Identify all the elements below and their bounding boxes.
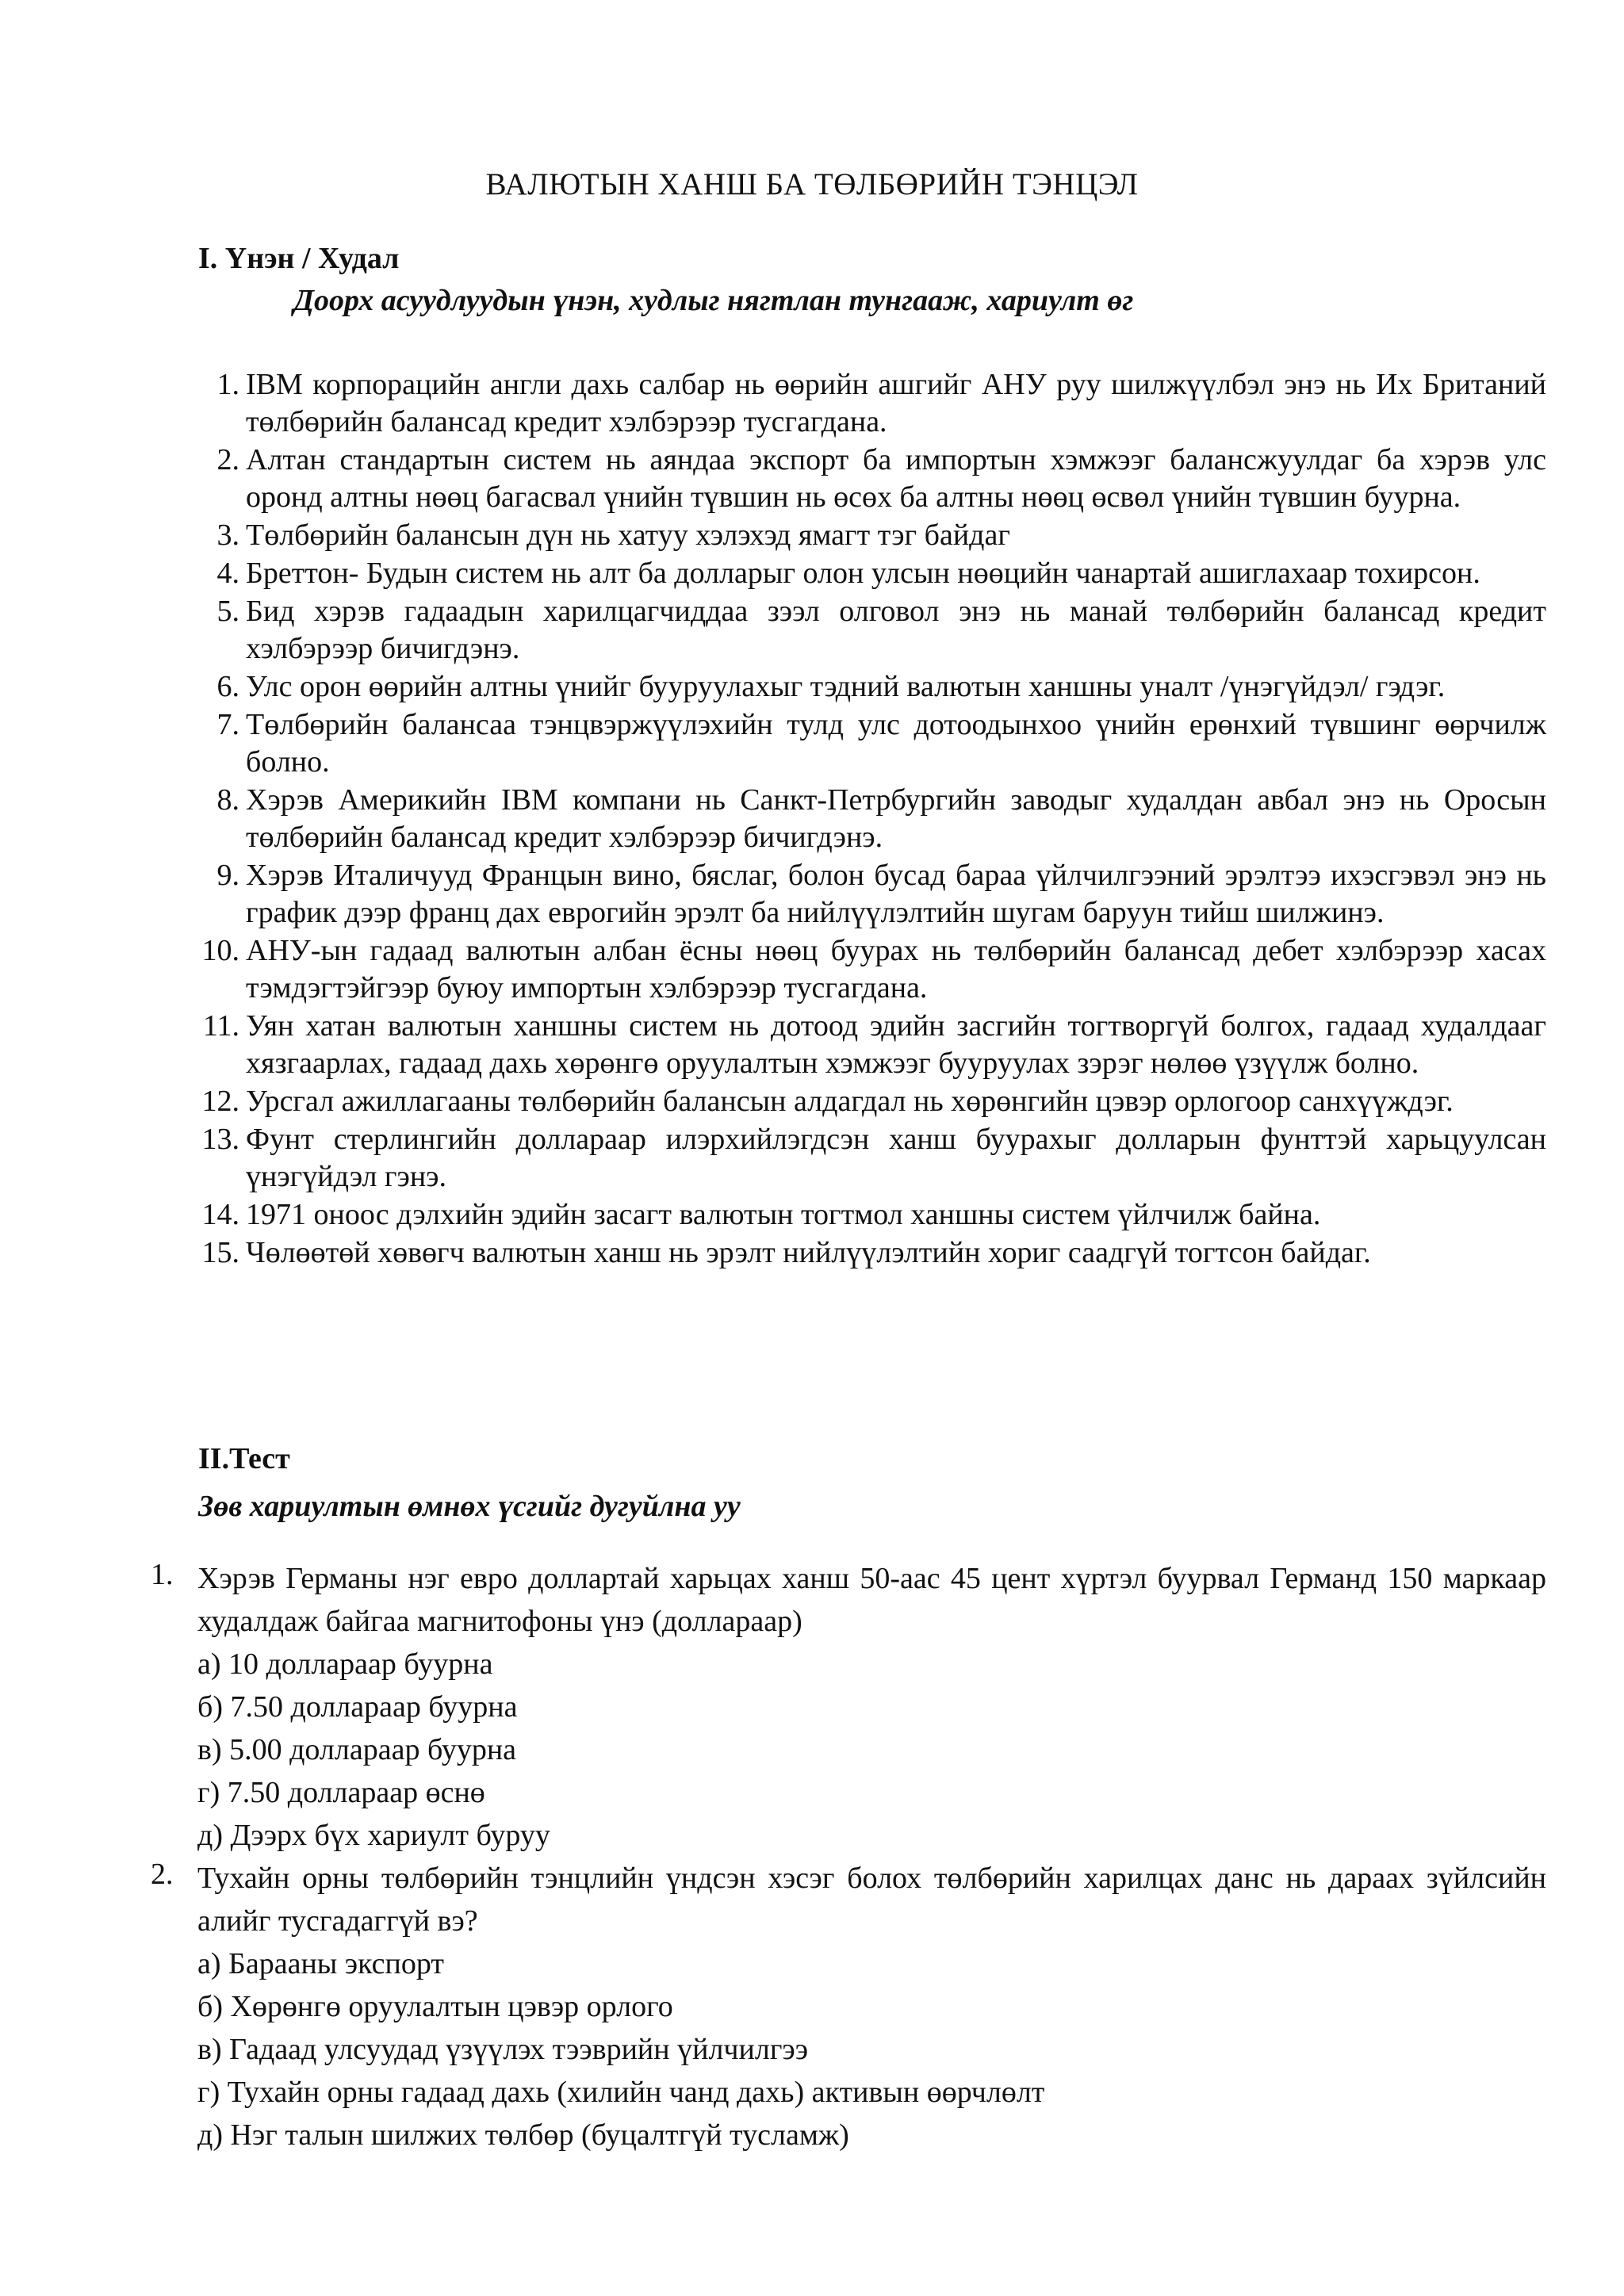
true-false-item	[198, 1196, 1546, 1234]
section-2-heading: II.Тест	[198, 1442, 290, 1475]
answer-option[interactable]: в) Гадаад улсуудад үзүүлэх тээврийн үйлчилгээ	[197, 2033, 809, 2066]
true-false-item	[198, 932, 1546, 1007]
item-number: 4.	[216, 557, 239, 590]
question-number: 1.	[151, 1558, 174, 1591]
item-number: 14.	[201, 1198, 239, 1231]
item-text: Уян хатан валютын ханшны систем нь дотоод эдийн засгийн тогтворгүй болгох, гадаад худалдааг хязгаарлах, гадаад дахь хөрөнгө оруулалтын хэмжээг бууруулах зэрэг нөлөө үзүүлж болно.	[246, 1009, 1546, 1080]
item-number: 9.	[216, 859, 239, 892]
true-false-item	[198, 668, 1546, 706]
test-question	[151, 1557, 1546, 1857]
item-number: 8.	[216, 783, 239, 817]
test-question	[151, 1857, 1546, 2156]
true-false-list	[198, 366, 1546, 1272]
item-number: 12.	[201, 1085, 239, 1118]
true-false-item	[198, 517, 1546, 554]
item-text: Фунт стерлингийн доллараар илэрхийлэгдсэн ханш буурахыг долларын фунттэй харьцуулсан үнэгүйдэл гэнэ.	[246, 1123, 1546, 1193]
answer-option[interactable]: д) Дээрх бүх хариулт буруу	[197, 1819, 550, 1852]
item-text: Улс орон өөрийн алтны үнийг бууруулахыг тэдний валютын ханшны уналт /үнэгүйдэл/ гэдэг.	[246, 670, 1446, 703]
item-text: Төлбөрийн балансаа тэнцвэржүүлэхийн тулд улс дотоодынхоо үнийн ерөнхий түвшинг өөрчилж болно.	[246, 708, 1546, 779]
item-number: 3.	[216, 519, 239, 552]
true-false-item	[198, 442, 1546, 516]
test-question-list	[151, 1557, 1546, 2156]
item-number: 5.	[216, 595, 239, 628]
item-text: АНУ-ын гадаад валютын албан ёсны нөөц буурах нь төлбөрийн балансад дебет хэлбэрээр хасах тэмдэгтэйгээр буюу импортын хэлбэрээр тусгагдана.	[246, 934, 1546, 1004]
document-title: ВАЛЮТЫН ХАНШ БА ТӨЛБӨРИЙН ТЭНЦЭЛ	[485, 167, 1139, 201]
true-false-item	[198, 706, 1546, 781]
answer-option[interactable]: а) 10 доллараар буурна	[197, 1647, 493, 1681]
true-false-item	[198, 1008, 1546, 1082]
answer-option[interactable]: г) 7.50 доллараар өснө	[197, 1776, 485, 1809]
answer-option[interactable]: д) Нэг талын шилжих төлбөр (буцалтгүй тусламж)	[197, 2118, 849, 2152]
answer-option[interactable]: б) Хөрөнгө оруулалтын цэвэр орлого	[197, 1990, 673, 2023]
item-number: 2.	[216, 443, 239, 476]
item-number: 11.	[202, 1009, 239, 1043]
answer-option[interactable]: а) Барааны экспорт	[197, 1947, 444, 1980]
item-number: 15.	[201, 1236, 239, 1269]
true-false-item	[198, 782, 1546, 856]
true-false-item	[198, 593, 1546, 668]
item-text: Хэрэв Америкийн IBM компани нь Санкт-Петрбургийн заводыг худалдан авбал энэ нь Оросын төлбөрийн балансад кредит хэлбэрээр бичигдэнэ.	[246, 783, 1546, 854]
item-number: 13.	[201, 1123, 239, 1156]
true-false-item	[198, 1234, 1546, 1272]
question-text: Тухайн орны төлбөрийн тэнцлийн үндсэн хэсэг болох төлбөрийн харилцах данс нь дараах зүйлсийн алийг тусгадаггүй вэ?	[197, 1862, 1546, 1938]
true-false-item	[198, 857, 1546, 932]
question-text: Хэрэв Германы нэг евро доллартай харьцах ханш 50-аас 45 цент хүртэл буурвал Германд 150 маркаар худалдаж байгаа магнитофоны үнэ (доллараар)	[197, 1562, 1546, 1638]
item-text: Алтан стандартын систем нь аяндаа экспорт ба импортын хэмжээг балансжуулдаг ба хэрэв улс оронд алтны нөөц багасвал үнийн түвшин нь өсөх ба алтны нөөц өсвөл үнийн түвшин буурна.	[246, 443, 1546, 514]
item-text: Урсгал ажиллагааны төлбөрийн балансын алдагдал нь хөрөнгийн цэвэр орлогоор санхүүждэг.	[246, 1085, 1454, 1118]
item-text: 1971 оноос дэлхийн эдийн засагт валютын тогтмол ханшны систем үйлчилж байна.	[246, 1198, 1321, 1231]
question-number: 2.	[151, 1858, 174, 1891]
item-number: 10.	[201, 934, 239, 967]
item-text: Бреттон- Будын систем нь алт ба долларыг олон улсын нөөцийн чанартай ашиглахаар тохирсон.	[246, 557, 1480, 590]
item-text: Чөлөөтөй хөвөгч валютын ханш нь эрэлт нийлүүлэлтийн хориг саадгүй тогтсон байдаг.	[246, 1236, 1371, 1269]
answer-option[interactable]: г) Тухайн орны гадаад дахь (хилийн чанд дахь) активын өөрчлөлт	[197, 2076, 1045, 2109]
item-text: IBM корпорацийн англи дахь салбар нь өөрийн ашгийг АНУ руу шилжүүлбэл энэ нь Их Британий төлбөрийн балансад кредит хэлбэрээр тусгагдана.	[246, 368, 1546, 438]
item-text: Хэрэв Италичууд Францын вино, бяслаг, болон бусад бараа үйлчилгээний эрэлтээ ихэсгэвэл энэ нь график дээр франц дах еврогийн эрэлт ба нийлүүлэлтийн шугам баруун тийш шилжинэ.	[246, 859, 1546, 929]
item-text: Бид хэрэв гадаадын харилцагчиддаа зээл олговол энэ нь манай төлбөрийн балансад кредит хэлбэрээр бичигдэнэ.	[246, 595, 1546, 665]
item-number: 7.	[216, 708, 239, 741]
answer-option[interactable]: в) 5.00 доллараар буурна	[197, 1733, 517, 1766]
item-number: 6.	[216, 670, 239, 703]
true-false-item	[198, 555, 1546, 592]
true-false-item	[198, 1083, 1546, 1120]
answer-options	[197, 1643, 1546, 1857]
true-false-item	[198, 1121, 1546, 1196]
section-1-instruction: Доорх асуудлуудын үнэн, худлыг нягтлан тунгааж, хариулт өг	[293, 284, 1134, 317]
item-number: 1.	[216, 368, 239, 401]
section-1-heading: I. Үнэн / Худал	[198, 242, 400, 275]
section-2-instruction: Зөв хариултын өмнөх үсгийг дугуйлна уу	[198, 1490, 741, 1523]
item-text: Төлбөрийн балансын дүн нь хатуу хэлэхэд ямагт тэг байдаг	[246, 519, 1010, 552]
answer-option[interactable]: б) 7.50 доллараар буурна	[197, 1690, 518, 1724]
answer-options	[197, 1942, 1546, 2156]
true-false-item	[198, 366, 1546, 441]
